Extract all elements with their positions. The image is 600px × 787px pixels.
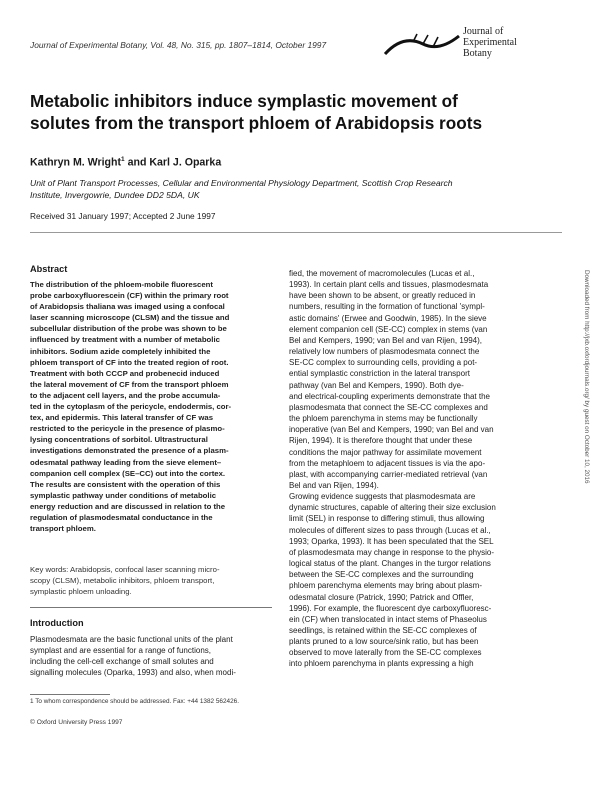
keywords-divider <box>30 607 272 608</box>
body-line: phloem parenchyma elements may bring about plasm- <box>289 581 482 591</box>
right-column-body <box>289 268 562 670</box>
abstract-line: phloem transport of CF into the treated region of root. <box>30 357 229 367</box>
abstract-line: companion cell complex (SE–CC) out into the cortex. <box>30 468 226 478</box>
logo-line: Botany <box>463 48 492 59</box>
abstract-line: to the adjacent cell layers, and the probe accumula- <box>30 390 221 400</box>
abstract-line: The distribution of the phloem-mobile fluorescent <box>30 280 213 289</box>
download-watermark <box>579 270 591 690</box>
body-line: ential symplastic constriction in the lateral transport <box>289 369 470 379</box>
title-line: Metabolic inhibitors induce symplastic movement of <box>30 91 458 111</box>
introduction-heading: Introduction <box>30 618 84 628</box>
abstract-body <box>30 279 275 534</box>
intro-line: including the cell-cell exchange of small solutes and <box>30 657 214 667</box>
received-dates: Received 31 January 1997; Accepted 2 June 1997 <box>30 211 216 221</box>
body-line: pathway (van Bel and Kempers, 1990). Both dye- <box>289 380 464 390</box>
abstract-line: restricted to the pericycle in the presence of plasmo- <box>30 424 225 434</box>
abstract-line: odesmatal pathway leading from the sieve element– <box>30 457 222 467</box>
keywords <box>30 565 275 597</box>
abstract-line: symplastic pathway under conditions of metabolic <box>30 490 217 500</box>
download-watermark-text: Downloaded from http://jxb.oxfordjournals.org/ by guest on October 10, 2016 <box>583 270 590 484</box>
body-line: odesmatal closure (Patrick, 1990; Patrick and Offler, <box>289 592 474 602</box>
body-line: of plasmodesmata may change in response to the physio- <box>289 547 495 557</box>
body-line: molecules of different sizes to pass through (Lucas et al., <box>289 525 491 535</box>
body-line: Bel and van Rijen, 1994). <box>289 480 379 490</box>
introduction-body <box>30 634 275 678</box>
abstract-line: of Arabidopsis thaliana was imaged using a confocal <box>30 302 225 312</box>
abstract-line: Treatment with both CCCP and probenecid induced <box>30 368 220 378</box>
abstract-line: investigations demonstrated the presence of a plasm- <box>30 446 229 456</box>
abstract-line: the lateral movement of CF from the transport phloem <box>30 379 229 389</box>
affiliation-line: Unit of Plant Transport Processes, Cellular and Environmental Physiology Department, Scottish Crop Research <box>30 178 453 188</box>
body-line: seedlings, is retained within the SE-CC complexes of <box>289 626 477 635</box>
body-line: ein (CF) when translocated in intact stems of Phaseolus <box>289 614 487 624</box>
body-line: fied, the movement of macromolecules (Lucas et al., <box>289 269 475 278</box>
footnote: 1 To whom correspondence should be addressed. Fax: +44 1382 562426. <box>30 698 239 705</box>
body-line: astic domains' (Erwee and Goodwin, 1985). In the sieve <box>289 313 487 323</box>
author-footnote-mark: 1 <box>121 156 125 163</box>
body-line: conditions the major pathway for assimilate movement <box>289 447 482 457</box>
body-line: and electrical-coupling experiments demonstrate that the <box>289 391 490 401</box>
body-line: relatively low numbers of plasmodesmata connect the <box>289 347 480 357</box>
body-line: numbers, resulting in the formation of functional 'sympl- <box>289 302 485 312</box>
affiliation-line: Institute, Invergowrie, Dundee DD2 5DA, UK <box>30 189 200 200</box>
abstract-heading: Abstract <box>30 264 68 274</box>
body-line: plants pruned to a low source/sink ratio, but has been <box>289 637 479 647</box>
body-line: Bel and Kempers, 1990; van Bel and van Rijen, 1994), <box>289 335 483 345</box>
logo-line: Journal of <box>463 26 504 37</box>
keywords-line: symplastic phloem unloading. <box>30 586 132 596</box>
authors <box>30 156 221 169</box>
intro-line: signalling molecules (Oparka, 1993) and also, when modi- <box>30 668 236 678</box>
body-line: Rijen, 1994). It is therefore thought that under these <box>289 436 473 446</box>
abstract-line: inhibitors. Sodium azide completely inhibited the <box>30 346 211 356</box>
body-line: the phloem parenchyma in stems may be functionally <box>289 414 478 424</box>
body-line: have been shown to be absent, or greatly reduced in <box>289 291 476 301</box>
logo-line: Experimental <box>463 37 517 48</box>
body-line: from the metaphloem to adjacent tissues is via the apo- <box>289 458 486 468</box>
body-line: plasmodesmata that connect the SE-CC complexes and <box>289 402 488 412</box>
abstract-line: subcellular distribution of the probe was shown to be <box>30 324 227 334</box>
body-line: 1993). In certain plant cells and tissues, plasmodesmata <box>289 280 489 290</box>
body-line: inoperative (van Bel and Kempers, 1990; van Bel and van <box>289 425 494 435</box>
abstract-line: laser scanning microscope (CLSM) and the tissue and <box>30 313 230 323</box>
journal-logo <box>383 26 563 70</box>
abstract-line: The results are consistent with the operation of this <box>30 479 221 489</box>
body-line: observed to move laterally from the SE-CC complexes <box>289 648 482 658</box>
author-name: Kathryn M. Wright <box>30 156 122 169</box>
body-line: SE-CC complex to surrounding cells, providing a pot- <box>289 358 478 368</box>
body-line: Growing evidence suggests that plasmodesmata are <box>289 492 476 502</box>
footnote-divider <box>30 694 110 695</box>
abstract-line: influenced by treatment with a number of metabolic <box>30 335 220 345</box>
abstract-line: transport phloem. <box>30 524 96 534</box>
intro-line: Plasmodesmata are the basic functional units of the plant <box>30 635 233 644</box>
body-line: limit (SEL) in response to differing stimuli, thus allowing <box>289 514 485 524</box>
keywords-line: Key words: Arabidopsis, confocal laser scanning micro- <box>30 565 220 574</box>
body-line: dynamic structures, capable of altering their size exclusion <box>289 503 496 513</box>
body-line: logical status of the plant. Changes in the turgor relations <box>289 559 491 569</box>
author-name-rest: and Karl J. Oparka <box>124 156 222 169</box>
body-line: into phloem parenchyma in plants expressing a high <box>289 659 474 669</box>
body-line: 1993; Oparka, 1993). It has been speculated that the SEL <box>289 536 494 546</box>
article-title <box>30 90 550 134</box>
intro-line: symplast and are essential for a range of functions, <box>30 646 211 656</box>
header-divider <box>30 232 562 233</box>
abstract-line: energy reduction and are discussed in relation to the <box>30 501 226 511</box>
body-line: element companion cell (SE-CC) complex in stems (van <box>289 324 488 334</box>
abstract-line: lysing concentrations of sorbitol. Ultrastructural <box>30 435 208 445</box>
abstract-line: regulation of plasmodesmatal conductance in the <box>30 512 213 522</box>
body-line: 1996). For example, the fluorescent dye carboxyfluoresc- <box>289 603 492 613</box>
body-line: plast, with accompanying carrier-mediated retrieval (van <box>289 469 488 479</box>
keywords-line: scopy (CLSM), metabolic inhibitors, phloem transport, <box>30 575 215 585</box>
affiliation <box>30 178 550 201</box>
journal-reference: Journal of Experimental Botany, Vol. 48, No. 315, pp. 1807–1814, October 1997 <box>30 40 327 50</box>
copyright: © Oxford University Press 1997 <box>30 719 123 726</box>
abstract-line: probe carboxyfluorescein (CF) within the primary root <box>30 291 229 301</box>
abstract-line: tex, and epidermis. This lateral transfer of CF was <box>30 413 214 423</box>
abstract-line: ted in the cytoplasm of the pericycle, endodermis, cor- <box>30 402 232 412</box>
logo-swoosh-icon <box>383 32 461 62</box>
title-line: solutes from the transport phloem of Arabidopsis roots <box>30 113 483 133</box>
body-line: between the SE-CC complexes and the surrounding <box>289 570 474 580</box>
